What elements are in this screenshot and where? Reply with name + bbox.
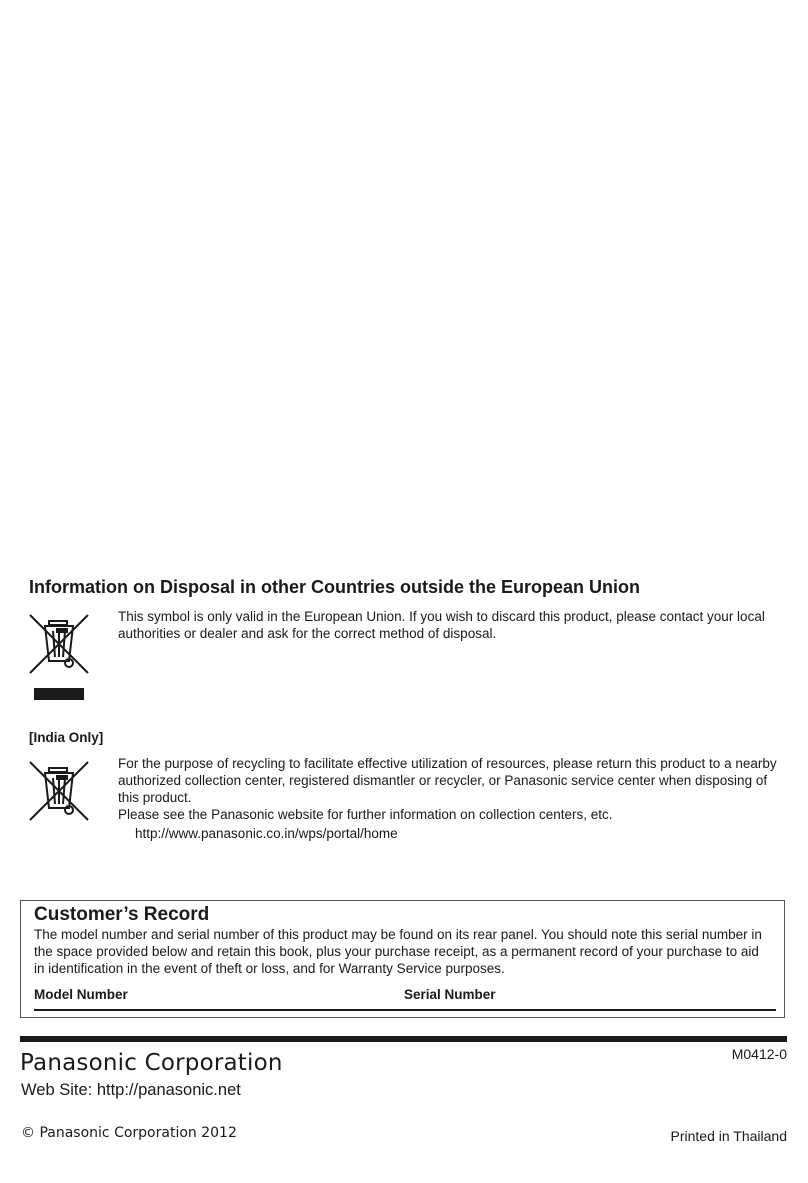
- india-only-label: [India Only]: [29, 730, 104, 745]
- customers-record-box: [20, 900, 785, 1018]
- model-number-label: Model Number: [34, 987, 128, 1002]
- website-text: Web Site: http://panasonic.net: [21, 1081, 241, 1099]
- serial-number-label: Serial Number: [404, 987, 496, 1002]
- record-entry-line: [34, 1009, 776, 1011]
- disposal-heading: Information on Disposal in other Countries outside the European Union: [29, 577, 641, 597]
- crossed-out-wheelie-bin-icon: [28, 760, 90, 822]
- footer-divider: [20, 1036, 787, 1042]
- corporation-name: Panasonic Corporation: [20, 1050, 283, 1076]
- customers-record-title: Customer’s Record: [34, 904, 210, 925]
- india-website-link[interactable]: http://www.panasonic.co.in/wps/portal/home: [135, 826, 398, 841]
- india-disposal-text: [118, 755, 788, 842]
- india-text-line: For the purpose of recycling to facilitate effective utilization of resources, please return this product to a nearby authorized collection center, registered dismantler or recycler, or Panasonic service center when disposing of this product.: [118, 756, 777, 805]
- india-text-line: Please see the Panasonic website for further information on collection centers, etc.: [118, 807, 613, 822]
- printed-in-text: Printed in Thailand: [670, 1128, 787, 1144]
- eu-symbol-bar: [34, 688, 84, 700]
- document-code: M0412-0: [731, 1046, 787, 1062]
- copyright-text: © Panasonic Corporation 2012: [21, 1125, 237, 1141]
- eu-disposal-text: This symbol is only valid in the European Union. If you wish to discard this product, please contact your local authorities or dealer and ask for the correct method of disposal.: [118, 609, 765, 641]
- customers-record-text: The model number and serial number of this product may be found on its rear panel. You should note this serial number in the space provided below and retain this book, plus your purchase receipt, as a permanent record of your purchase to aid in identification in the event of theft or loss, and for Warranty Service purposes.: [34, 927, 762, 976]
- crossed-out-wheelie-bin-icon: [28, 613, 90, 675]
